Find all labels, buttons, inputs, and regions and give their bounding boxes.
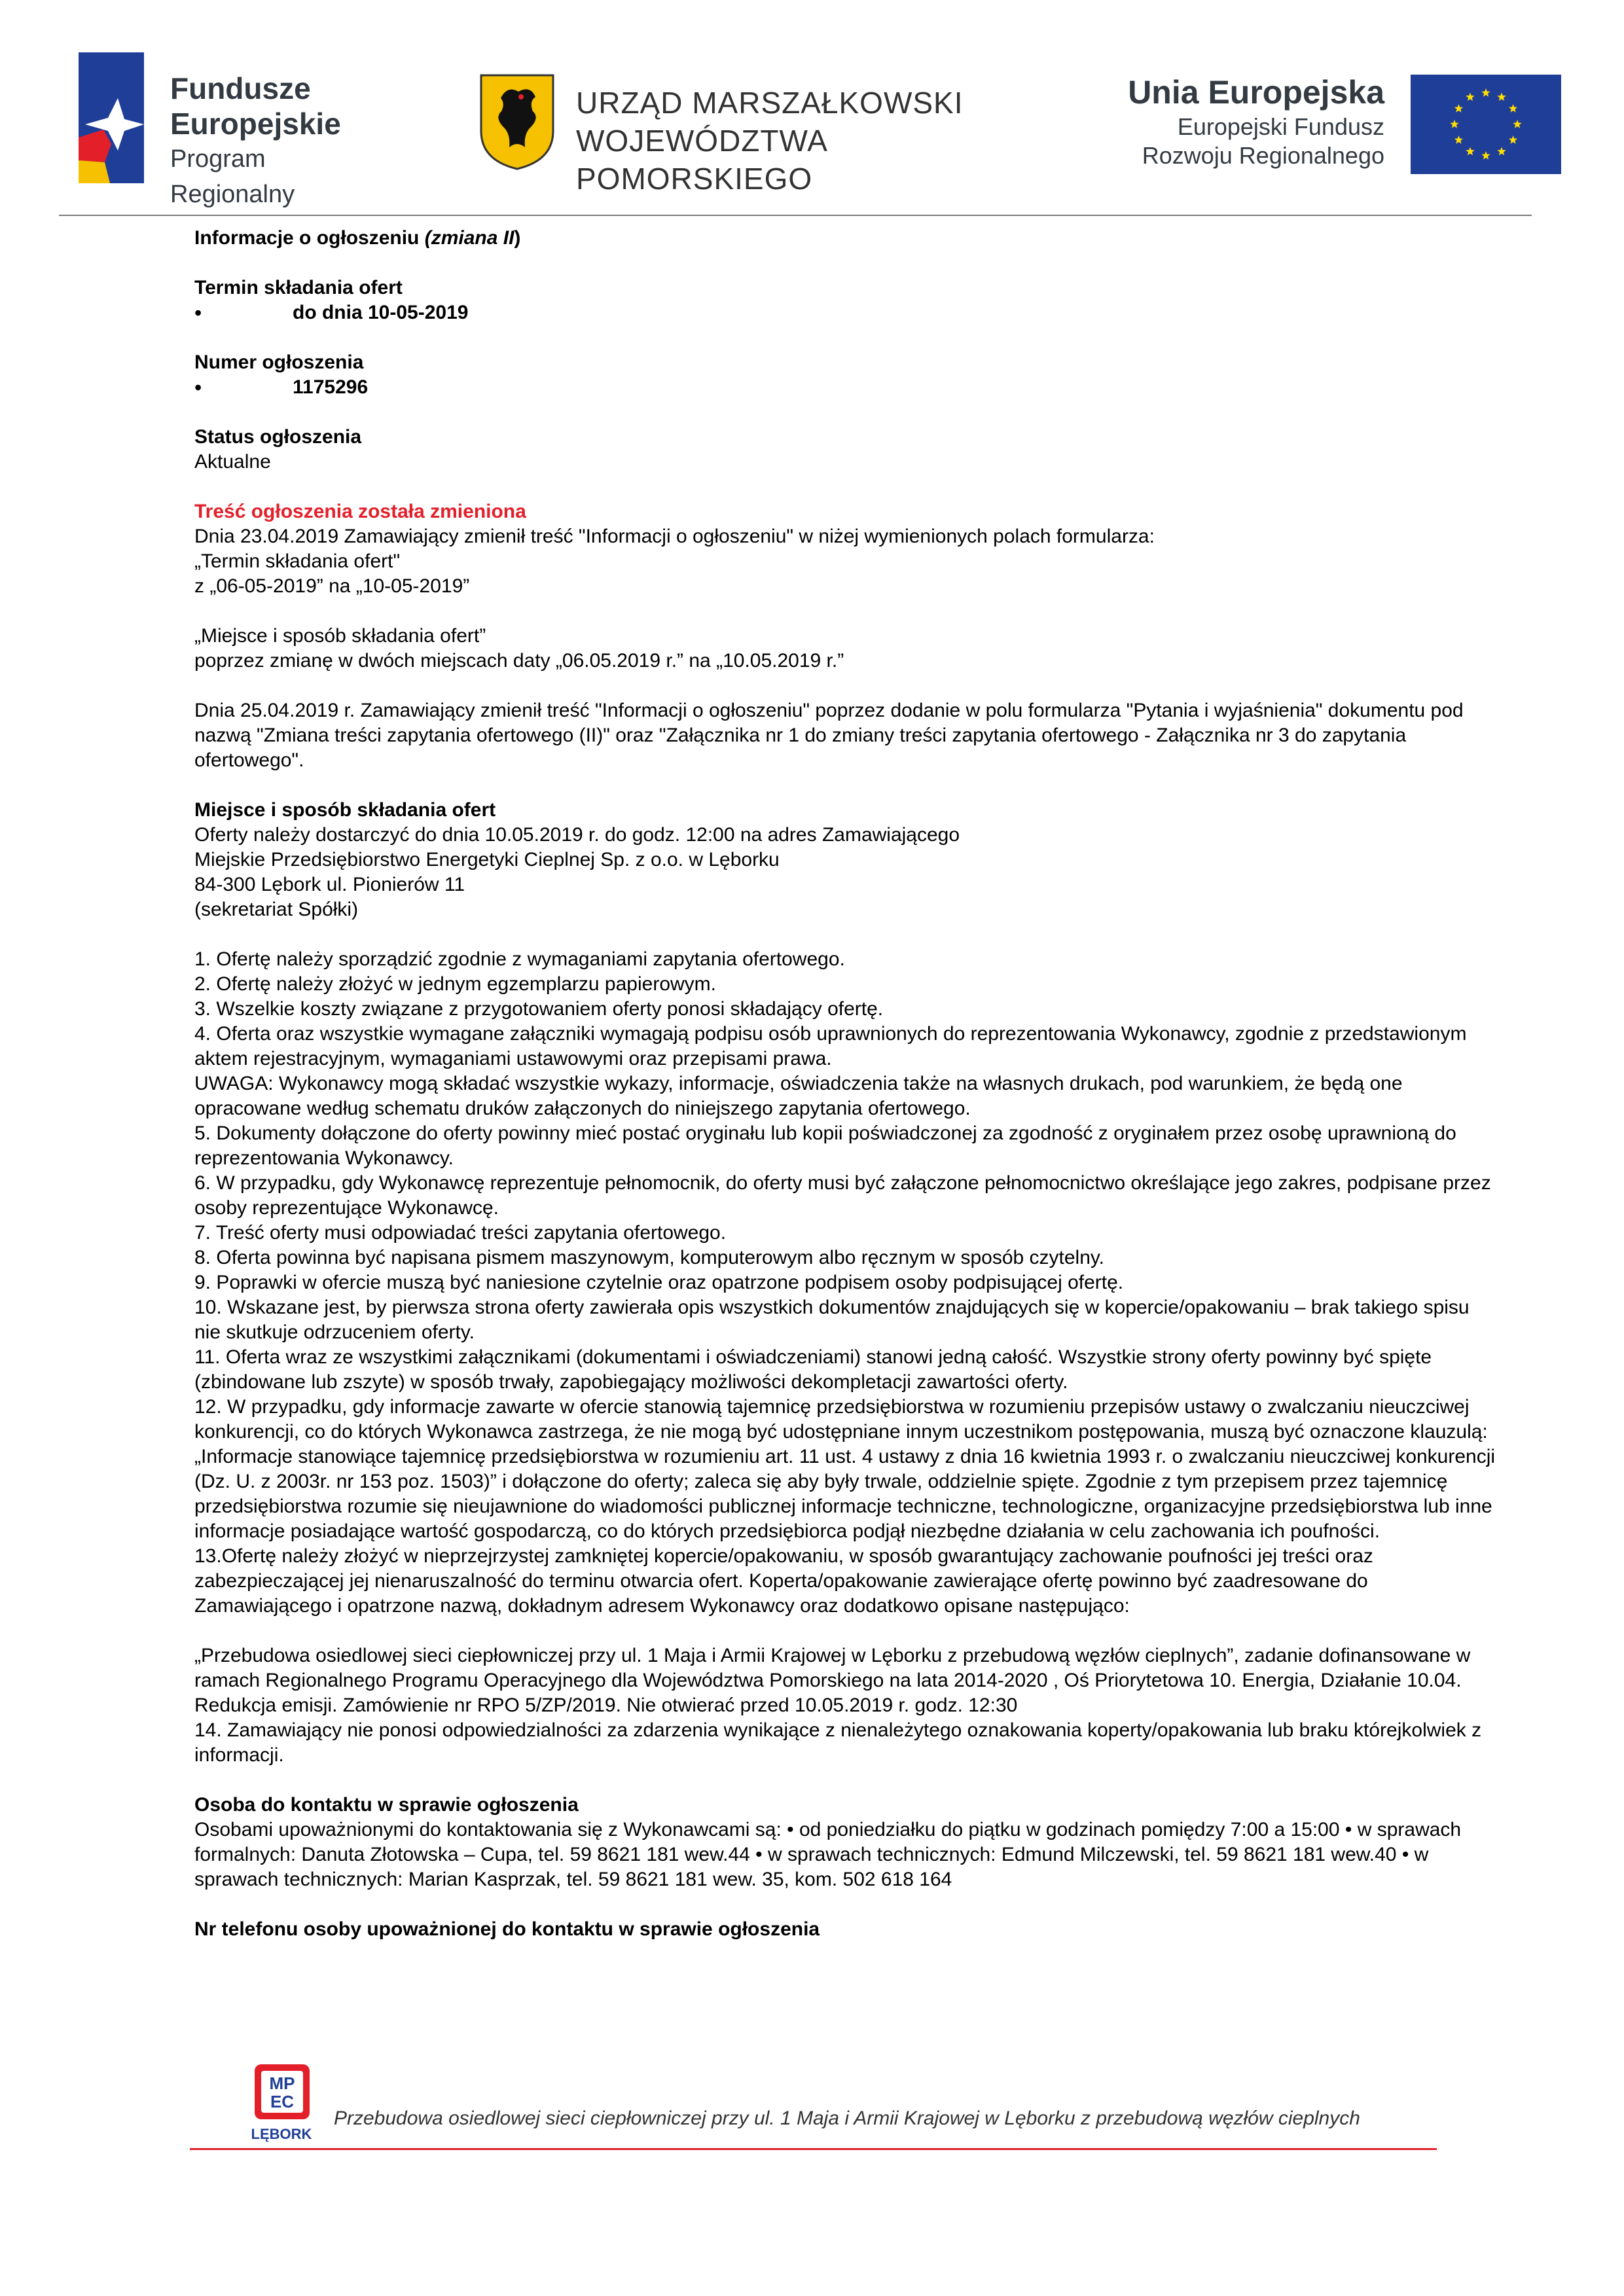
announcement-title	[194, 226, 1497, 251]
fe-star-icon	[79, 52, 151, 183]
place-line: Miejskie Przedsiębiorstwo Energetyki Cieplnej Sp. z o.o. w Lęborku	[194, 849, 780, 870]
rule-item: 8. Oferta powinna być napisana pismem maszynowym, komputerowym albo ręcznym w sposób czytelny.	[194, 1247, 1105, 1268]
fe-logo-line2: Europejskie	[170, 107, 341, 141]
rule-item: 10. Wskazane jest, by pierwsza strona oferty zawierała opis wszystkich dokumentów znajdujących się w kopercie/opakowaniu – brak takiego spisu nie skutkuje odrzuceniem oferty.	[194, 1297, 1470, 1343]
number-value: • 1175296	[194, 375, 1497, 400]
rule-item: 13.Ofertę należy złożyć w nieprzejrzystej zamkniętej kopercie/opakowaniu, w sposób gwarantujący zachowanie poufności jej treści oraz zabezpieczającej jej nienaruszalność do terminu otwarcia ofert. Koperta/opakowanie zawierające ofertę powinno być zaadresowane do Zamawiającego i opatrzone nazwą, dokładnym adresem Wykonawcy oraz dodatkowo opisane następująco:	[194, 1545, 1373, 1617]
fundusze-europejskie-logo	[79, 52, 393, 208]
rule-item: 11. Oferta wraz ze wszystkimi załącznikami (dokumentami i oświadczeniami) stanowi jedną całość. Wszystkie strony oferty powinny być spięte (zbindowane lub zszyte) w sposób trwały, zapobiegający możliwości dekompletacji zawartości oferty.	[194, 1346, 1432, 1393]
urzad-marszalkowski-logo	[478, 72, 1041, 196]
fe-logo-line1: Fundusze	[170, 71, 311, 105]
place-line: (sekretariat Spółki)	[194, 899, 359, 920]
contact-heading: Osoba do kontaktu w sprawie ogłoszenia	[194, 1794, 579, 1816]
changed-line: z „06-05-2019” na „10-05-2019”	[194, 575, 470, 597]
rule-item: 6. W przypadku, gdy Wykonawcę reprezentuje pełnomocnik, do oferty musi być załączone pełnomocnictwo określające jego zakres, podpisane przez osoby reprezentujące Wykonawcę.	[194, 1172, 1491, 1219]
changed-line: poprzez zmianę w dwóch miejscach daty „06.05.2019 r.” na „10.05.2019 r.”	[194, 650, 844, 672]
mpec-logo-mid: EC	[270, 2092, 295, 2111]
title-italic: (zmiana II	[424, 227, 514, 249]
ue-logo-text	[1128, 72, 1384, 170]
changed-heading: Treść ogłoszenia została zmieniona	[194, 501, 526, 522]
ue-logo-line3: Rozwoju Regionalnego	[1142, 142, 1384, 169]
changed-paragraph: Dnia 25.04.2019 r. Zamawiający zmienił treść "Informacji o ogłoszeniu" poprzez dodanie w polu formularza "Pytania i wyjaśnienia" dokumentu pod nazwą "Zmiana treści zapytania ofertowego (II)" oraz "Załącznika nr 1 do zmiany treści zapytania ofertowego - Załącznika nr 3 do zapytania ofertowego".	[194, 700, 1464, 771]
rule-item: 9. Poprawki w ofercie muszą być naniesione czytelnie oraz opatrzone podpisem osoby podpisującej ofertę.	[194, 1272, 1124, 1293]
status-value: Aktualne	[194, 451, 271, 473]
place-line: Oferty należy dostarczyć do dnia 10.05.2019 r. do godz. 12:00 na adres Zamawiającego	[194, 824, 960, 846]
footer-text: Przebudowa osiedlowej sieci ciepłowniczej przy ul. 1 Maja i Armii Krajowej w Lęborku z przebudową węzłów cieplnych	[334, 2108, 1360, 2129]
changed-line: Dnia 23.04.2019 Zamawiający zmienił treść "Informacji o ogłoszeniu" w niżej wymienionych polach formularza:	[194, 526, 1155, 547]
mpec-lebork-logo	[245, 2062, 317, 2144]
um-logo-text	[576, 84, 1041, 198]
um-logo-line1: URZĄD MARSZAŁKOWSKI	[576, 86, 964, 120]
contact-text: Osobami upoważnionymi do kontaktowania się z Wykonawcami są: • od poniedziałku do piątku w godzinach pomiędzy 7:00 a 15:00 • w sprawach formalnych: Danuta Złotowska – Cupa, tel. 59 8621 181 wew.44 • w sprawach technicznych: Edmund Milczewski, tel. 59 8621 181 wew.40 • w sprawach technicznych: Marian Kasprzak, tel. 59 8621 181 wew. 35, kom. 502 618 164	[194, 1819, 1462, 1890]
ue-logo-line1: Unia Europejska	[1128, 74, 1384, 111]
rule-item: 5. Dokumenty dołączone do oferty powinny mieć postać oryginału lub kopii poświadczonej za zgodność z oryginałem przez osobę uprawnioną do reprezentowania Wykonawcy.	[194, 1122, 1456, 1169]
rule-item: 12. W przypadku, gdy informacje zawarte w ofercie stanowią tajemnicę przedsiębiorstwa w rozumieniu przepisów ustawy o zwalczaniu nieuczciwej konkurencji, co do których Wykonawca zastrzega, że nie mogą być udostępniane innym uczestnikom postępowania, muszą być oznaczone klauzulą: „Informacje stanowiące tajemnicę przedsiębiorstwa w rozumieniu art. 11 ust. 4 ustawy z dnia 16 kwietnia 1993 r. o zwalczaniu nieuczciwej konkurencji (Dz. U. z 2003r. nr 153 poz. 1503)” i dołączone do oferty; zaleca się aby były trwale, oddzielnie spięte. Zgodnie z tym przepisem przez tajemnicę przedsiębiorstwa rozumie się nieujawnione do wiadomości publicznej informacje techniczne, technologiczne, organizacyjne przedsiębiorstwa lub inne informacje posiadające wartość gospodarczą, co do których przedsiębiorca podjął niezbędne działania w celu zachowania ich poufności.	[194, 1396, 1496, 1542]
mpec-logo-city: LĘBORK	[251, 2126, 312, 2142]
title-suffix: )	[514, 227, 521, 249]
page-footer	[190, 2062, 1466, 2147]
eu-flag-icon	[1411, 75, 1561, 174]
rule-item: 7. Treść oferty musi odpowiadać treści zapytania ofertowego.	[194, 1222, 727, 1244]
rule-item: 14. Zamawiający nie ponosi odpowiedzialności za zdarzenia wynikające z nienależytego oznakowania koperty/opakowania lub braku którejkolwiek z informacji.	[194, 1719, 1482, 1766]
rule-item: UWAGA: Wykonawcy mogą składać wszystkie wykazy, informacje, oświadczenia także na własnych drukach, pod warunkiem, że będą one opracowane według schematu druków załączonych do niniejszego zapytania ofertowego.	[194, 1073, 1403, 1119]
envelope-text: „Przebudowa osiedlowej sieci ciepłowniczej przy ul. 1 Maja i Armii Krajowej w Lęborku z przebudową węzłów cieplnych”, zadanie dofinansowane w ramach Regionalnego Programu Operacyjnego dla Województwa Pomorskiego na lata 2014-2020 , Oś Priorytetowa 10. Energia, Działanie 10.04. Redukcja emisji. Zamówienie nr RPO 5/ZP/2019. Nie otwierać przed 10.05.2019 r. godz. 12:30	[194, 1645, 1471, 1716]
changed-line: „Miejsce i sposób składania ofert”	[194, 625, 486, 647]
fe-logo-text	[170, 71, 393, 212]
changed-line: „Termin składania ofert"	[194, 550, 401, 572]
footer-divider	[190, 2148, 1437, 2150]
place-line: 84-300 Lębork ul. Pionierów 11	[194, 874, 465, 895]
rule-item: 2. Ofertę należy złożyć w jednym egzemplarzu papierowym.	[194, 973, 716, 995]
fe-logo-line3: Program Regionalny	[170, 145, 295, 208]
um-logo-line2: WOJEWÓDZTWA POMORSKIEGO	[576, 124, 827, 196]
mpec-logo-top: MP	[269, 2073, 295, 2093]
rule-item: 4. Oferta oraz wszystkie wymagane załączniki wymagają podpisu osób uprawnionych do reprezentowania Wykonawcy, zgodnie z przedstawionym aktem rejestracyjnym, wymaganiami ustawowymi oraz przepisami prawa.	[194, 1023, 1467, 1069]
phone-heading: Nr telefonu osoby upoważnionej do kontaktu w sprawie ogłoszenia	[194, 1918, 820, 1940]
page-header	[0, 0, 1624, 216]
pomorskie-coat-of-arms-icon	[478, 72, 556, 170]
rule-item: 1. Ofertę należy sporządzić zgodnie z wymaganiami zapytania ofertowego.	[194, 948, 845, 970]
unia-europejska-logo	[1129, 72, 1561, 177]
header-divider	[59, 215, 1532, 216]
number-label: Numer ogłoszenia	[194, 351, 364, 373]
status-label: Status ogłoszenia	[194, 426, 362, 448]
ue-logo-line2: Europejski Fundusz	[1177, 113, 1384, 140]
deadline-value: • do dnia 10-05-2019	[194, 300, 1497, 325]
announcement-content	[194, 226, 1497, 1942]
rule-item: 3. Wszelkie koszty związane z przygotowaniem oferty ponosi składający ofertę.	[194, 998, 884, 1020]
deadline-label: Termin składania ofert	[194, 277, 403, 298]
place-heading: Miejsce i sposób składania ofert	[194, 799, 496, 821]
title-prefix: Informacje o ogłoszeniu	[194, 227, 425, 249]
